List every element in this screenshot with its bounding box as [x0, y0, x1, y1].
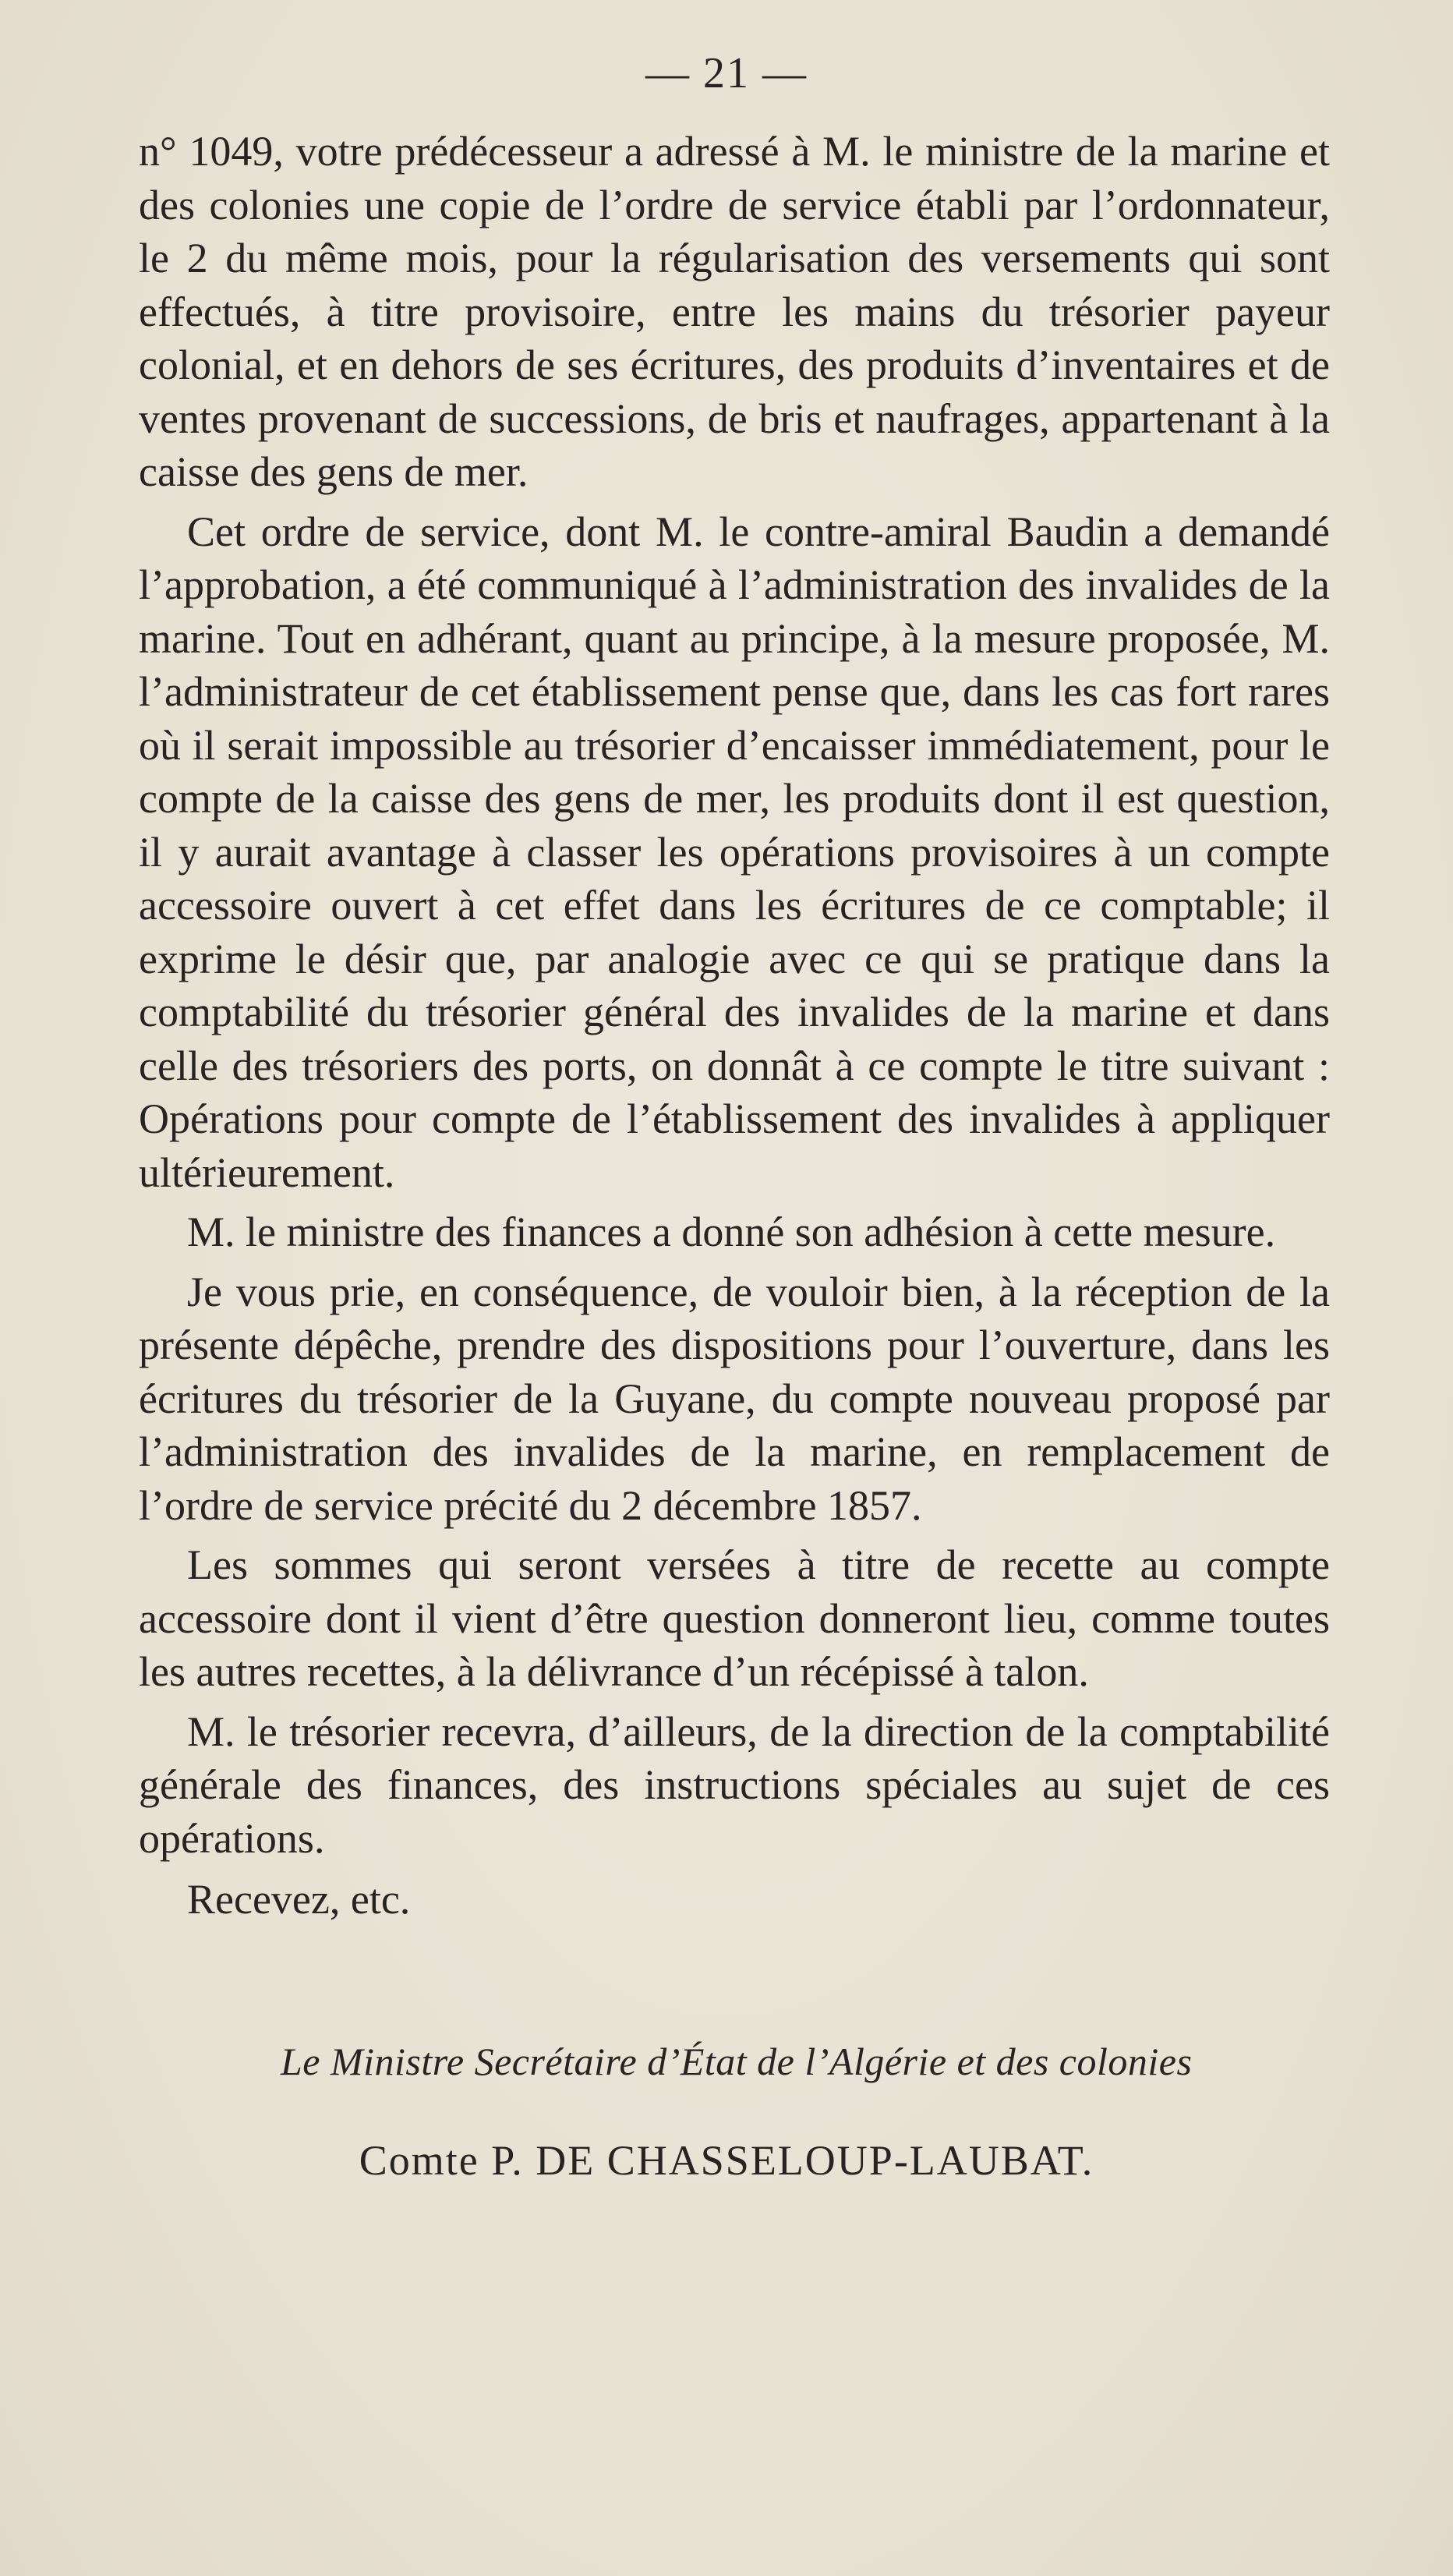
signature-title: Le Ministre Secrétaire d’État de l’Algérie et des colonies: [281, 2040, 1193, 2083]
body-text: [139, 125, 1330, 1933]
paragraph-tresorier-recevra: M. le trésorier recevra, d’ailleurs, de la direction de la comptabilité générale des finances, des instructions spéciales au sujet de ces opérations.: [139, 1707, 1330, 1862]
paragraph-ministre-finances: M. le ministre des finances a donné son adhésion à cette mesure.: [187, 1208, 1276, 1255]
paragraph-ordre-de-service: Cet ordre de service, dont M. le contre-amiral Baudin a demandé l’approbation, a été communiqué à l’administration des invalides de la marine. Tout en adhérant, quant au principe, à la mesure proposée, M. l’administrateur de cet établissement pense que, dans les cas fort rares où il serait impossible au trésorier d’encaisser immédiatement, pour le compte de la caisse des gens de mer, les produits dont il est question, il y aurait avantage à classer les opérations provisoires à un compte accessoire ouvert à cet effet dans les écritures de ce comptable; il exprime le désir que, par analogie avec ce qui se pratique dans la comptabilité du trésorier général des invalides de la marine et dans celle des trésoriers des ports, on donnât à ce compte le titre suivant : Opérations pour compte de l’établissement des invalides à appliquer ultérieurement.: [139, 508, 1330, 1196]
page-number: — 21 —: [645, 49, 808, 97]
paragraph-les-sommes: Les sommes qui seront versées à titre de recette au compte accessoire dont il vient d’être question donneront lieu, comme toutes les autres recettes, à la délivrance d’un récépissé à talon.: [139, 1541, 1330, 1695]
paragraph-continuation: n° 1049, votre prédécesseur a adressé à M. le ministre de la marine et des colonies une copie de l’ordre de service établi par l’ordonnateur, le 2 du même mois, pour la régularisation des versements qui sont effectués, à titre provisoire, entre les mains du trésorier payeur colonial, et en dehors de ses écritures, des produits d’inventaires et de ventes provenant de successions, de bris et naufrages, appartenant à la caisse des gens de mer.: [139, 128, 1330, 495]
paragraph-je-vous-prie: Je vous prie, en conséquence, de vouloir bien, à la réception de la présente dépêche, prendre des dispositions pour l’ouverture, dans les écritures du trésorier de la Guyane, du compte nouveau proposé par l’administration des invalides de la marine, en remplacement de l’ordre de service précité du 2 décembre 1857.: [139, 1268, 1330, 1529]
closing-line: Recevez, etc.: [187, 1876, 411, 1923]
signature-name: Comte P. DE CHASSELOUP-LAUBAT.: [359, 2137, 1094, 2184]
